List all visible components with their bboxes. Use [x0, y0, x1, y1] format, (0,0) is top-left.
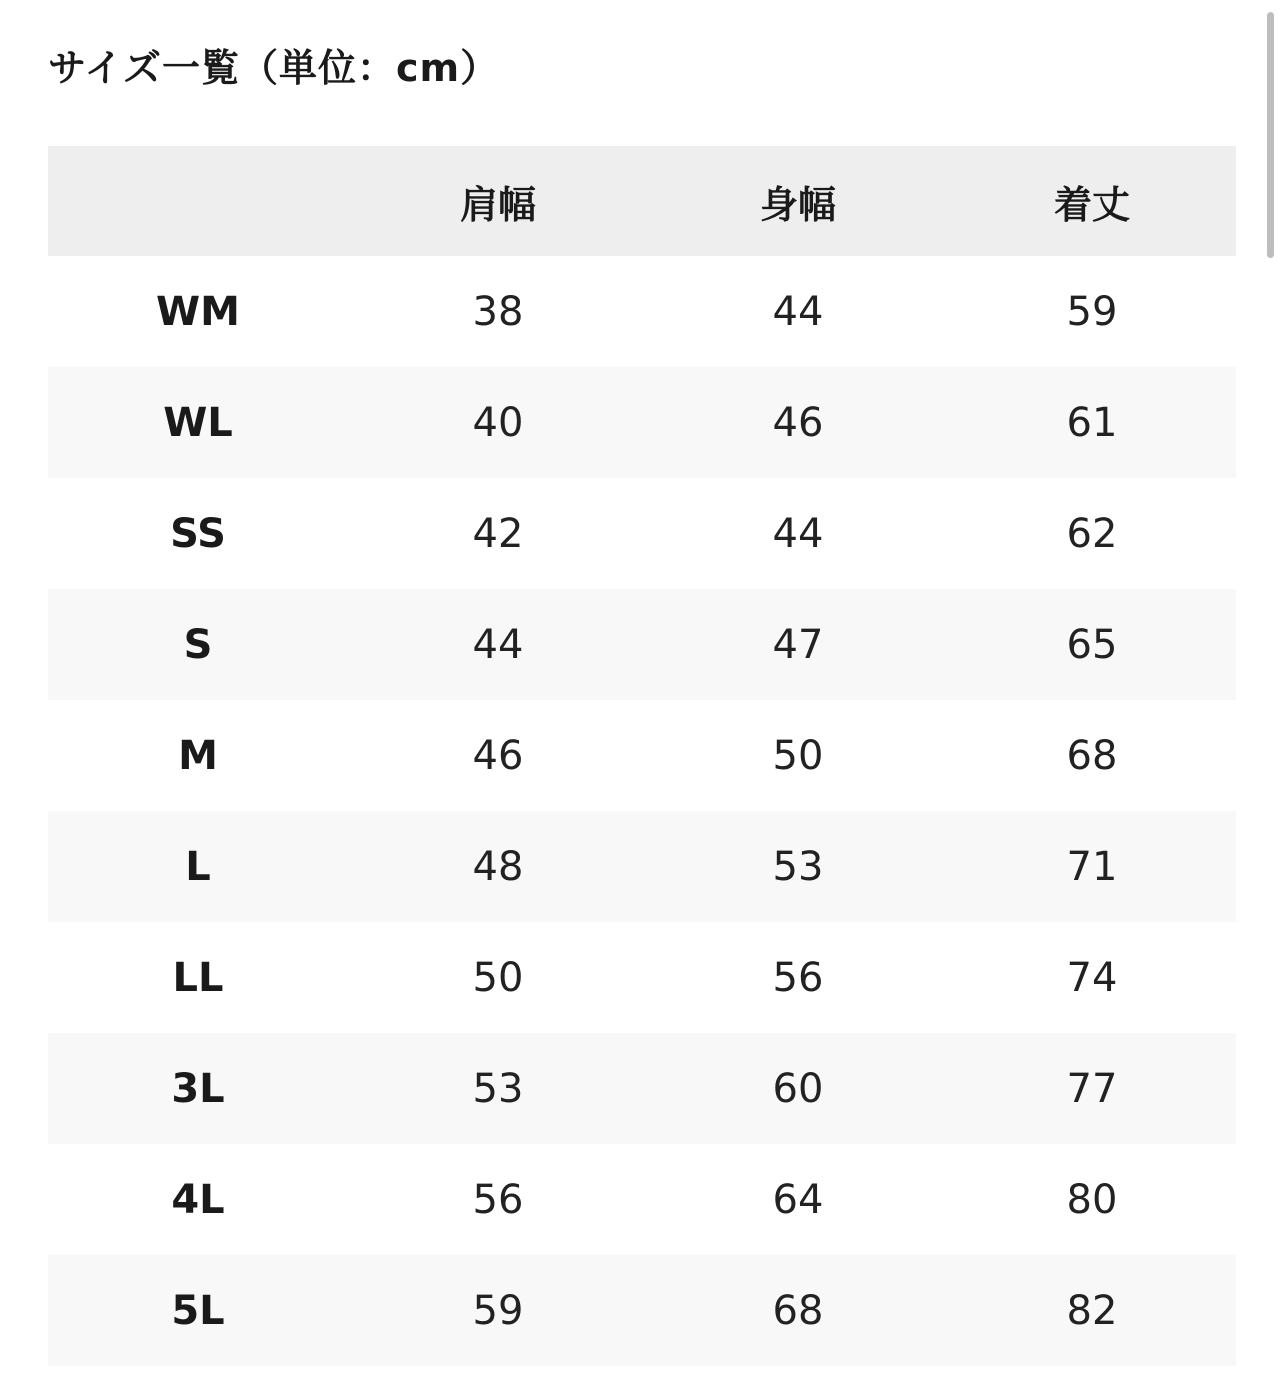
table-row: [48, 367, 1236, 478]
size-label: 3L: [171, 1065, 225, 1112]
shoulder-width-cell: 38: [472, 288, 524, 335]
size-label: S: [183, 621, 213, 668]
scrollbar-thumb[interactable]: [1267, 12, 1274, 258]
size-label: 5L: [171, 1287, 225, 1334]
table-row: [48, 811, 1236, 922]
shoulder-width-cell: 46: [472, 732, 524, 779]
length-cell: 62: [1066, 510, 1118, 557]
size-table: [48, 146, 1236, 1366]
table-row: [48, 922, 1236, 1033]
table-row: [48, 1033, 1236, 1144]
shoulder-width-cell: 53: [472, 1065, 524, 1112]
size-label: L: [185, 843, 211, 890]
size-label: 4L: [171, 1176, 225, 1223]
body-width-cell: 47: [772, 621, 824, 668]
table-row: [48, 478, 1236, 589]
header-length: 着丈: [1053, 182, 1130, 227]
size-label: M: [178, 732, 218, 779]
size-label: SS: [170, 510, 226, 557]
body-width-cell: 44: [772, 510, 824, 557]
shoulder-width-cell: 40: [472, 399, 524, 446]
page-title: サイズ一覧（単位：cm）: [48, 46, 500, 90]
body-width-cell: 68: [772, 1287, 824, 1334]
body-width-cell: 56: [772, 954, 824, 1001]
table-row: [48, 1144, 1236, 1255]
length-cell: 74: [1066, 954, 1118, 1001]
length-cell: 65: [1066, 621, 1118, 668]
header-body-width: 身幅: [759, 182, 836, 227]
size-label: WM: [156, 288, 240, 335]
table-row: [48, 1255, 1236, 1366]
size-label: LL: [172, 954, 224, 1001]
shoulder-width-cell: 50: [472, 954, 524, 1001]
shoulder-width-cell: 44: [472, 621, 524, 668]
length-cell: 68: [1066, 732, 1118, 779]
length-cell: 80: [1066, 1176, 1118, 1223]
table-header-row: [48, 146, 1236, 256]
body-width-cell: 44: [772, 288, 824, 335]
table-row: [48, 256, 1236, 367]
shoulder-width-cell: 56: [472, 1176, 524, 1223]
length-cell: 71: [1066, 843, 1118, 890]
shoulder-width-cell: 48: [472, 843, 524, 890]
length-cell: 59: [1066, 288, 1118, 335]
shoulder-width-cell: 59: [472, 1287, 524, 1334]
length-cell: 77: [1066, 1065, 1118, 1112]
header-shoulder-width: 肩幅: [459, 182, 536, 227]
length-cell: 82: [1066, 1287, 1118, 1334]
body-width-cell: 46: [772, 399, 824, 446]
size-label: WL: [163, 399, 233, 446]
body-width-cell: 64: [772, 1176, 824, 1223]
table-row: [48, 700, 1236, 811]
header-size: [48, 146, 348, 256]
body-width-cell: 53: [772, 843, 824, 890]
body-width-cell: 50: [772, 732, 824, 779]
table-row: [48, 589, 1236, 700]
body-width-cell: 60: [772, 1065, 824, 1112]
shoulder-width-cell: 42: [472, 510, 524, 557]
length-cell: 61: [1066, 399, 1118, 446]
